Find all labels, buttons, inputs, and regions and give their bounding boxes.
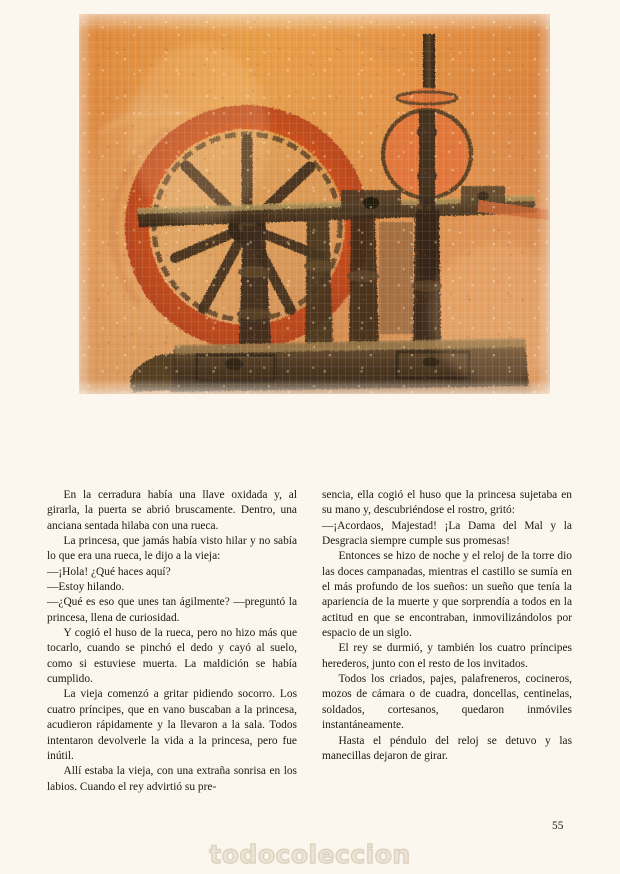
paragraph: Entonces se hizo de noche y el reloj de la torre dio las doces campanadas, mientras el castillo se sumía en el más profundo de los sueños: un sueño que tenía la apariencia de la muerte y que sorprendía a todos en la actitud en que se encontraban, inmovilizándolos por espacio de un siglo.	[322, 550, 572, 640]
paragraph: En la cerradura había una llave oxidada y, al girarla, la puerta se abrió bruscamente. Dentro, una anciana sentada hilaba con una rueca.	[47, 489, 297, 532]
paragraph: La vieja comenzó a gritar pidiendo socorro. Los cuatro príncipes, que en vano buscaban a la princesa, acudieron rápidamente y la llevaron a la sala. Todos intentaron devolverle la vida a la princesa, pero fue inútil.	[47, 688, 297, 762]
text-column-left	[47, 488, 297, 795]
paragraph: —Estoy hilando.	[47, 581, 125, 594]
watermark: todocoleccion	[209, 840, 411, 869]
paragraph: —¿Qué es eso que unes tan ágilmente? —preguntó la princesa, llena de curiosidad.	[47, 596, 297, 624]
body-text	[47, 488, 572, 795]
text-column-right	[322, 488, 572, 795]
paragraph: El rey se durmió, y también los cuatro príncipes herederos, junto con el resto de los invitados.	[322, 642, 572, 670]
page-number: 55	[552, 820, 564, 832]
illustration-frame	[79, 14, 550, 394]
paragraph: Hasta el péndulo del reloj se detuvo y las manecillas dejaron de girar.	[322, 734, 572, 762]
illustration-grain	[79, 14, 550, 394]
paragraph: sencia, ella cogió el huso que la princesa sujetaba en su mano y, descubriéndose el rostro, gritó:	[322, 489, 572, 517]
paragraph: Y cogió el huso de la rueca, pero no hizo más que tocarlo, cuando se pinchó el dedo y cayó al suelo, como si estuviese muerta. La maldición se había cumplido.	[47, 627, 297, 686]
paragraph: La princesa, que jamás había visto hilar y no sabía lo que era una rueca, le dijo a la vieja:	[47, 535, 297, 563]
spinning-wheel-illustration	[79, 14, 550, 394]
paragraph: Allí estaba la vieja, con una extraña sonrisa en los labios. Cuando el rey advirtió su pre-	[47, 765, 297, 793]
paragraph: —¡Acordaos, Majestad! ¡La Dama del Mal y la Desgracia siempre cumple sus promesas!	[322, 519, 572, 548]
paragraph: Todos los criados, pajes, palafreneros, cocineros, mozos de cámara o de cuadra, doncellas, centinelas, soldados, cortesanos, quedaron inmóviles instantáneamente.	[322, 673, 572, 732]
paragraph: —¡Hola! ¿Qué haces aquí?	[47, 565, 171, 578]
